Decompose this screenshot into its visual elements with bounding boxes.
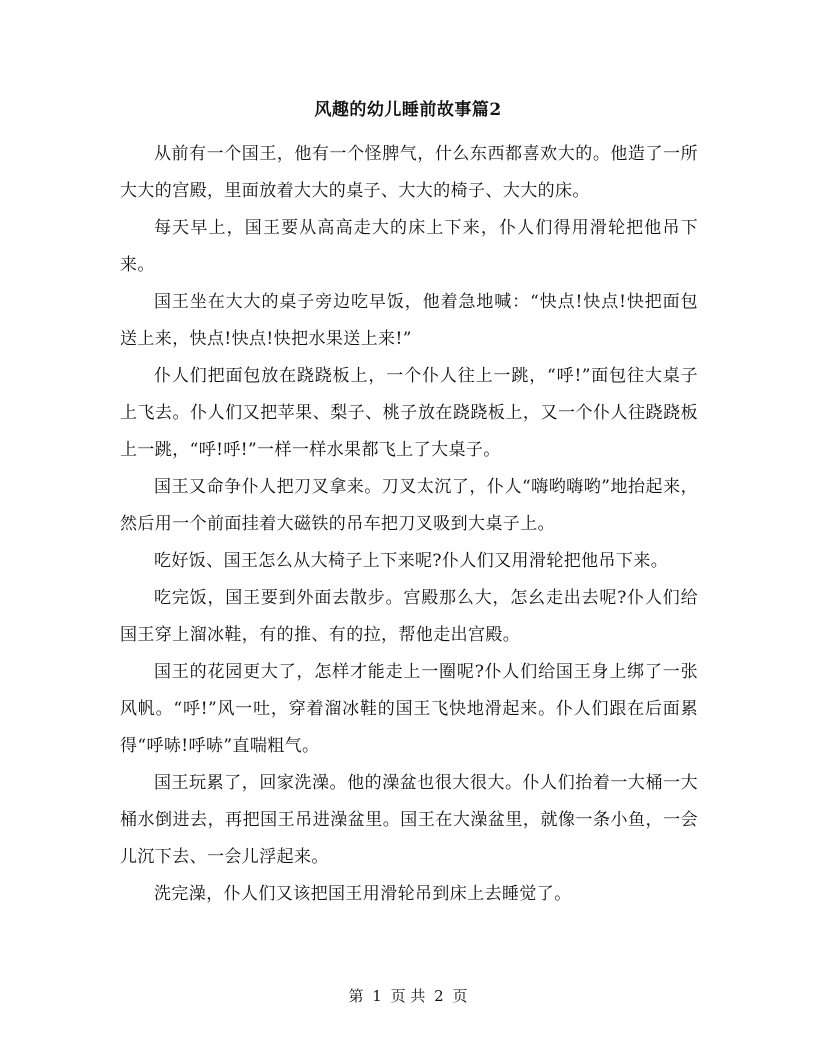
paragraph: 每天早上，国王要从高高走大的床上下来，仆人们得用滑轮把他吊下来。 [120,218,698,275]
page-footer [0,986,816,1006]
page-label-suffix: 页 [452,987,468,1005]
paragraph: 国王的花园更大了，怎样才能走上一圈呢?仆人们给国王身上绑了一张风帆。“呼!”风一吐，穿着溜冰鞋的国王飞快地滑起来。仆人们跟在后面累得“呼哧!呼哧”直喘粗气。 [120,662,698,756]
paragraph: 国王玩累了，回家洗澡。他的澡盆也很大很大。仆人们抬着一大桶一大桶水倒进去，再把国王吊进澡盆里。国王在大澡盆里，就像一条小鱼，一会儿沉下去、一会儿浮起来。 [120,773,698,867]
paragraph: 洗完澡，仆人们又该把国王用滑轮吊到床上去睡觉了。 [154,884,572,904]
current-page-number: 1 [372,987,382,1005]
page-label-mid: 页 共 [390,987,426,1005]
paragraph: 国王又命争仆人把刀叉拿来。刀叉太沉了，仆人“嗨哟嗨哟”地抬起来，然后用一个前面挂着大磁铁的吊车把刀叉吸到大桌子上。 [120,477,698,534]
paragraph: 国王坐在大大的桌子旁边吃早饭，他着急地喊：“快点!快点!快把面包送上来，快点!快点!快把水果送上来!” [120,292,698,349]
document-body [120,136,698,913]
document-title: 风趣的幼儿睡前故事篇2 [314,100,502,120]
page-label-prefix: 第 [348,987,364,1005]
paragraph: 吃完饭，国王要到外面去散步。宫殿那么大，怎幺走出去呢?仆人们给国王穿上溜冰鞋，有的推、有的拉，帮他走出宫殿。 [120,588,698,645]
paragraph: 仆人们把面包放在跷跷板上，一个仆人往上一跳，“呼!”面包往大桌子上飞去。仆人们又把苹果、梨子、桃子放在跷跷板上，又一个仆人往跷跷板上一跳，“呼!呼!”一样一样水果都飞上了大桌子。 [120,366,698,460]
total-pages-number: 2 [434,987,444,1005]
paragraph: 吃好饭、国王怎么从大椅子上下来呢?仆人们又用滑轮把他吊下来。 [154,551,669,571]
paragraph: 从前有一个国王，他有一个怪脾气，什么东西都喜欢大的。他造了一所大大的宫殿，里面放着大大的桌子、大大的椅子、大大的床。 [120,144,698,201]
